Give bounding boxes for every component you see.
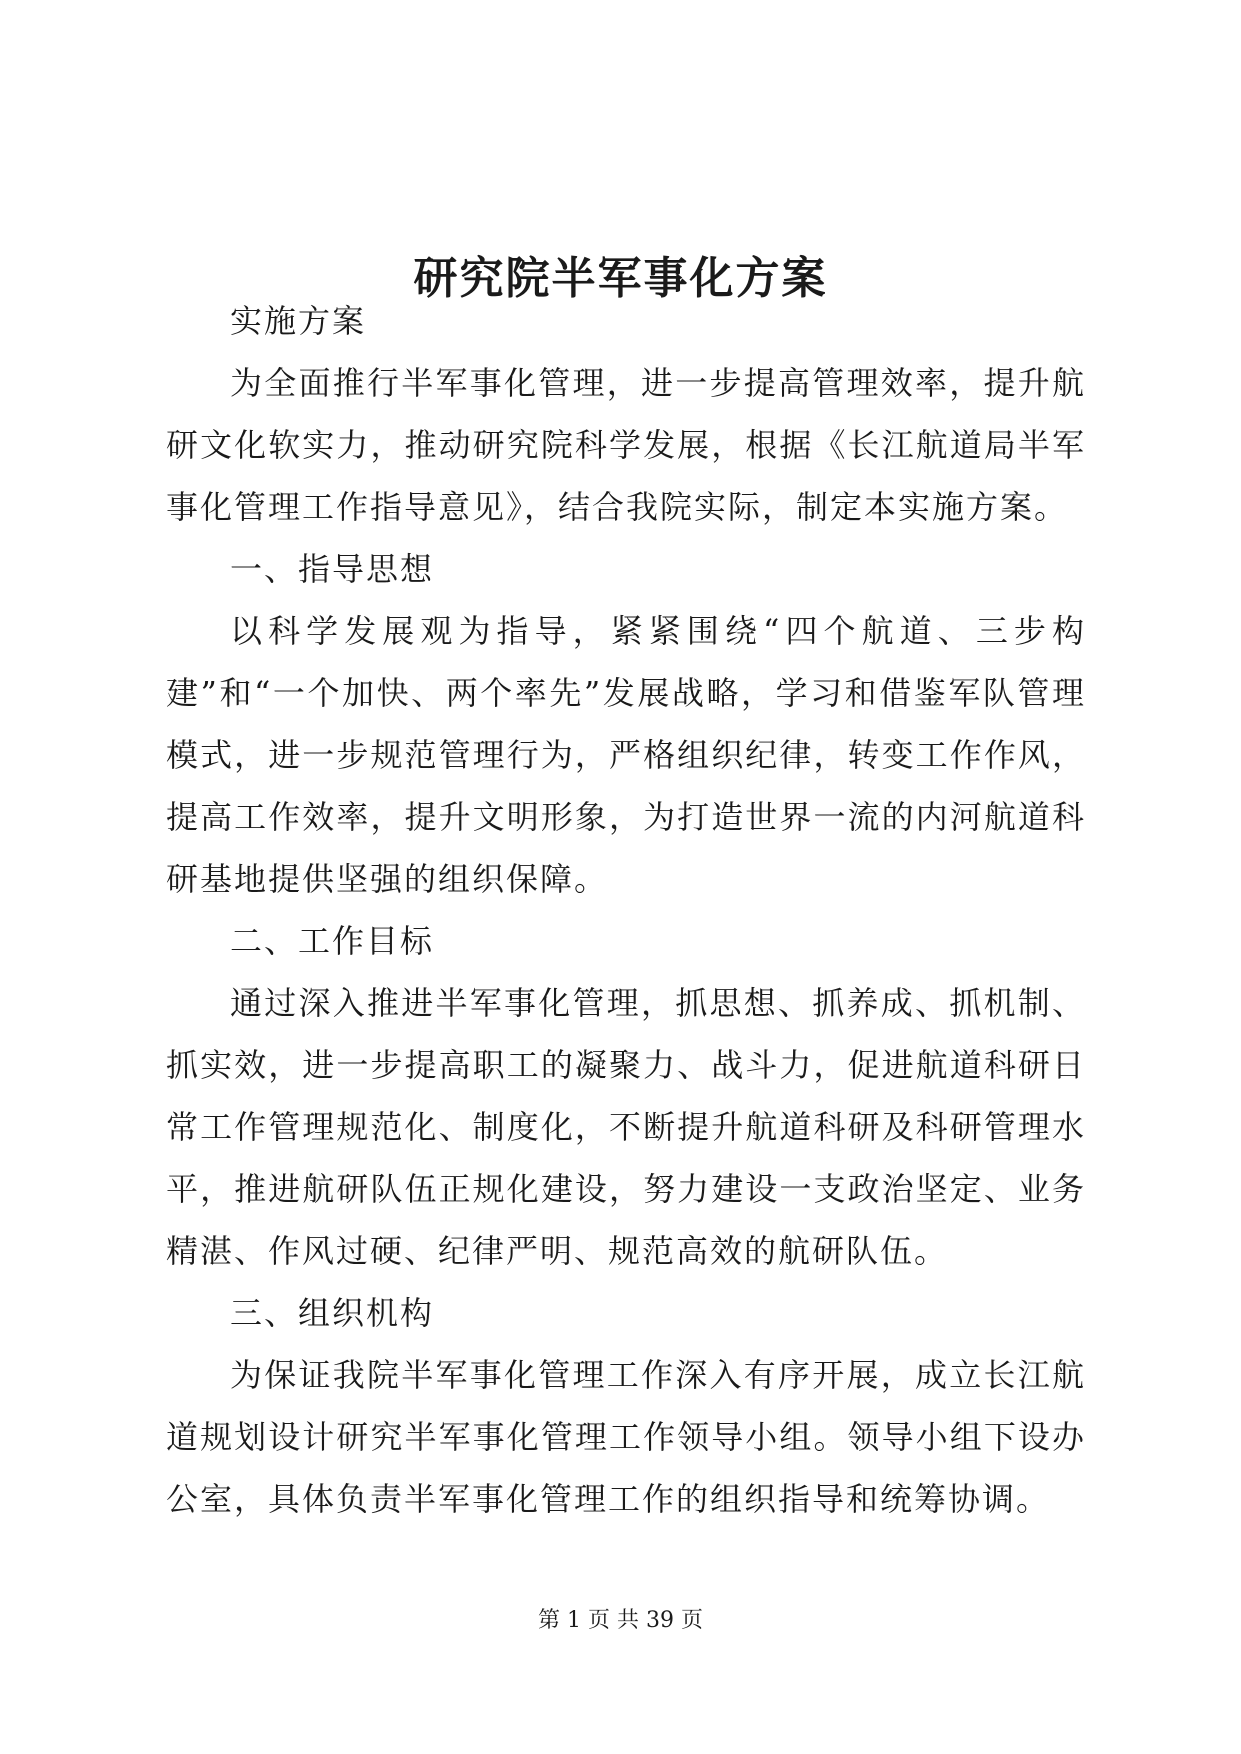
paragraph-heading-plan: 实施方案 (230, 302, 367, 340)
section-heading-organization: 三、组织机构 (230, 1294, 435, 1332)
section-heading-guiding-ideology: 一、指导思想 (230, 550, 435, 588)
page-number-footer: 第 1 页 共 39 页 (538, 1608, 703, 1633)
paragraph-organization: 为保证我院半军事化管理工作深入有序开展，成立长江航道规划设计研究半军事化管理工作领导小组。领导小组下设办公室，具体负责半军事化管理工作的组织指导和统筹协调。 (166, 1356, 1086, 1518)
paragraph-intro: 为全面推行半军事化管理，进一步提高管理效率，提升航研文化软实力，推动研究院科学发展，根据《长江航道局半军事化管理工作指导意见》，结合我院实际，制定本实施方案。 (166, 364, 1086, 526)
paragraph-work-goals: 通过深入推进半军事化管理，抓思想、抓养成、抓机制、抓实效，进一步提高职工的凝聚力、战斗力，促进航道科研日常工作管理规范化、制度化，不断提升航道科研及科研管理水平，推进航研队伍正规化建设，努力建设一支政治坚定、业务精湛、作风过硬、纪律严明、规范高效的航研队伍。 (166, 984, 1086, 1270)
document-body (166, 290, 1086, 1530)
document-title: 研究院半军事化方案 (413, 253, 828, 305)
section-heading-work-goals: 二、工作目标 (230, 922, 435, 960)
paragraph-guiding-ideology: 以科学发展观为指导，紧紧围绕“四个航道、三步构建”和“一个加快、两个率先”发展战略，学习和借鉴军队管理模式，进一步规范管理行为，严格组织纪律，转变工作作风，提高工作效率，提升文明形象，为打造世界一流的内河航道科研基地提供坚强的组织保障。 (166, 612, 1086, 898)
